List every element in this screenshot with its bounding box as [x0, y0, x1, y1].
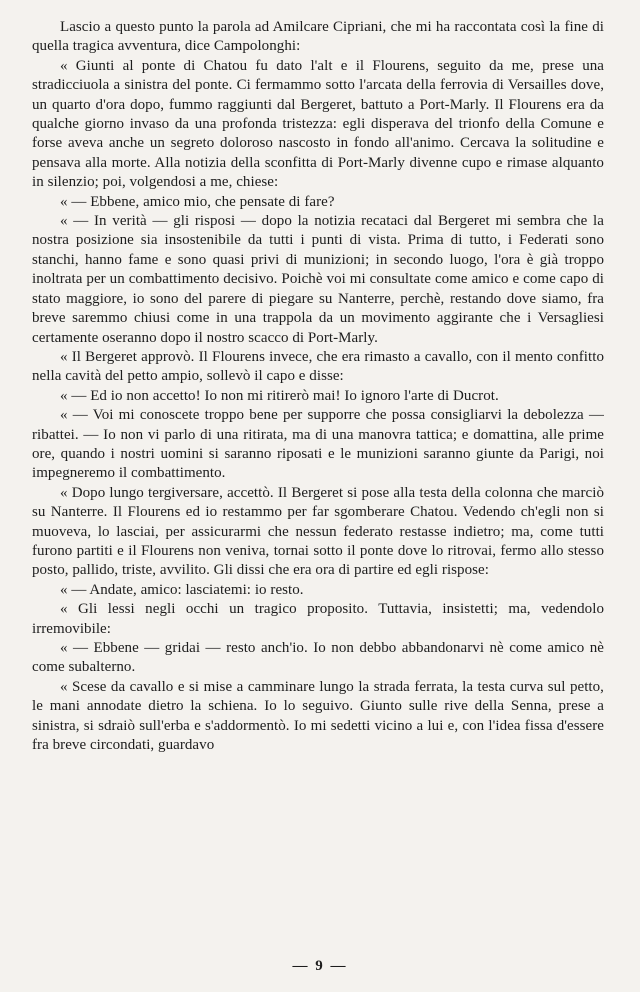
- paragraph-dialogue: « — In verità — gli risposi — dopo la notizia recataci dal Bergeret mi sembra che la nostra posizione sia insostenibile da tutti i punti di vista. Prima di tutto, i Federati sono stanchi, hanno fame e sono quasi privi di munizioni; in secondo luogo, l'ora è già troppo inoltrata per un combattimento decisivo. Poichè voi mi consultate come amico e come capo di stato maggiore, io sono del parere di piegare su Nanterre, perchè, restando dove siamo, fra breve saremmo chiusi come in una trappola da un movimento aggirante che i Versagliesi certamente oseranno dopo il nostro scacco di Port-Marly.: [32, 213, 604, 346]
- paragraph-dialogue: « — Ebbene, amico mio, che pensate di fare?: [60, 193, 335, 210]
- paragraph-intro: Lascio a questo punto la parola ad Amilcare Cipriani, che mi ha raccontata così la fine di quella tragica avventura, dice Campolonghi:: [32, 19, 604, 55]
- paragraph-dialogue: « — Andate, amico: lasciatemi: io resto.: [60, 581, 304, 598]
- paragraph-narrative: « Scese da cavallo e si mise a camminare lungo la strada ferrata, la testa curva sul petto, le mani annodate dietro la schiena. Io lo seguivo. Giunto sulle rive della Senna, prese a sinistra, si sdraiò sull'erba e s'addormentò. Io mi sedetti vicino a lui e, con l'idea fissa d'essere fra breve circondati, guardavo: [32, 678, 604, 754]
- paragraph-dialogue: « — Ed io non accetto! Io non mi ritirerò mai! Io ignoro l'arte di Ducrot.: [60, 387, 499, 404]
- paragraph-narrative: « Giunti al ponte di Chatou fu dato l'alt e il Flourens, seguito da me, prese una stradicciuola a sinistra del ponte. Ci fermammo sotto l'arcata della ferrovia di Versailles dove, un quarto d'ora dopo, fummo raggiunti dal Bergeret, battuto a Port-Marly. Il Flourens era da qualche giorno invaso da una profonda tristezza: egli disperava del trionfo della Comune e forse aveva anche un segreto doloroso nascosto in fondo all'animo. Cercava la solitudine e pensava alla morte. Alla notizia della sconfitta di Port-Marly divenne cupo e rimase alquanto in silenzio; poi, volgendosi a me, chiese:: [32, 57, 604, 191]
- paragraph-dialogue: « — Voi mi conoscete troppo bene per supporre che possa consigliarvi la debolezza — ribattei. — Io non vi parlo di una ritirata, ma di una manovra tattica; e domattina, alle prime ore, quando i nostri uomini si saranno riposati e le munizioni saranno giunte da Parigi, noi impegneremo il combattimento.: [32, 407, 604, 482]
- page-body: [32, 18, 604, 958]
- paragraph-dialogue: « — Ebbene — gridai — resto anch'io. Io non debbo abbandonarvi nè come amico nè come subalterno.: [32, 640, 604, 676]
- paragraph-narrative: « Gli lessi negli occhi un tragico proposito. Tuttavia, insistetti; ma, vedendolo irremovibile:: [32, 601, 604, 637]
- paragraph-narrative: « Dopo lungo tergiversare, accettò. Il Bergeret si pose alla testa della colonna che marciò su Nanterre. Il Flourens ed io restammo per far sgomberare Chatou. Vedendo ch'egli non si muoveva, lo lasciai, per assicurarmi che nessun federato restasse indietro; ma, come tutti furono partiti e il Flourens non veniva, tornai sotto il ponte dove lo ritrovai, fermo allo stesso posto, pallido, triste, avvilito. Gli dissi che era ora di partire ed egli rispose:: [32, 484, 604, 579]
- page-number: — 9 —: [292, 958, 348, 974]
- paragraph-narrative: « Il Bergeret approvò. Il Flourens invece, che era rimasto a cavallo, con il mento confitto nella cavità del petto ampio, sollevò il capo e disse:: [32, 348, 604, 385]
